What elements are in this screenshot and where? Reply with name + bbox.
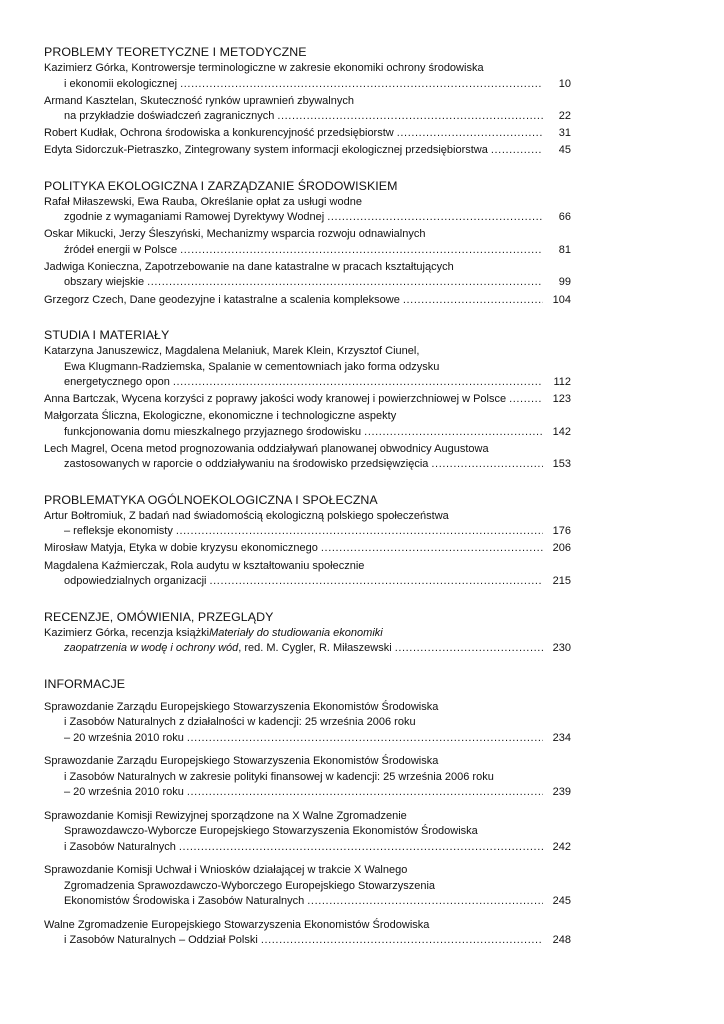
dot-leader: [187, 731, 543, 747]
entry-text: funkcjonowania domu mieszkalnego przyjaznego środowisku: [64, 425, 362, 438]
entry-line: [44, 933, 571, 949]
entry-line: [44, 227, 571, 243]
toc-entry[interactable]: [44, 509, 571, 540]
toc-entry[interactable]: [44, 754, 571, 801]
entry-line: [44, 879, 571, 895]
entry-text: odpowiedzialnych organizacji: [64, 575, 207, 588]
page-number: 81: [558, 243, 571, 256]
entry-line: [44, 392, 571, 408]
page-number: 234: [552, 731, 571, 744]
toc-entry[interactable]: [44, 195, 571, 226]
entry-line: [44, 409, 571, 425]
entry-line: [44, 894, 571, 910]
page-number: 206: [552, 542, 571, 555]
toc-entry[interactable]: [44, 541, 571, 557]
entry-text: zastosowanych w raporcie o oddziaływaniu na środowisko przedsięwzięcia: [64, 458, 429, 471]
entry-line: [44, 541, 571, 557]
entry-text: Sprawozdanie Zarządu Europejskiego Stowarzyszenia Ekonomistów Środowiska: [44, 700, 439, 713]
entry-line: [44, 700, 571, 716]
entry-text: Jadwiga Konieczna, Zapotrzebowanie na dane katastralne w pracach kształtujących: [44, 260, 454, 273]
dot-leader: [307, 894, 543, 910]
entry-text: Artur Bołtromiuk, Z badań nad świadomością ekologiczną polskiego społeczeństwa: [44, 509, 449, 522]
entry-text: Kazimierz Górka, Kontrowersje terminologiczne w zakresie ekonomiki ochrony środowiska: [44, 62, 484, 74]
toc-entry[interactable]: [44, 61, 571, 92]
section-heading: PROBLEMATYKA OGÓLNOEKOLOGICZNA I SPOŁECZNA: [44, 492, 378, 507]
entry-text: zgodnie z wymaganiami Ramowej Dyrektywy Wodnej: [64, 211, 325, 224]
page-number: 230: [552, 642, 571, 655]
toc-entry[interactable]: [44, 126, 571, 142]
entry-text: Armand Kasztelan, Skuteczność rynków uprawnień zbywalnych: [44, 94, 354, 107]
dot-leader: [261, 933, 543, 949]
section-heading: RECENZJE, OMÓWIENIA, PRZEGLĄDY: [44, 609, 274, 624]
toc-entry[interactable]: [44, 94, 571, 125]
entry-text: na przykładzie doświadczeń zagranicznych: [64, 110, 275, 123]
book-title-italic: zaopatrzenia w wodę i ochrony wód: [64, 642, 239, 655]
book-title-italic: Materiały do studiowania ekonomiki: [209, 626, 383, 639]
dot-leader: [321, 541, 543, 557]
entry-line: [44, 143, 571, 159]
entry-line: [44, 509, 571, 525]
dot-leader: [147, 275, 543, 291]
entry-line: [44, 641, 571, 657]
page-number: 66: [558, 211, 571, 224]
toc-entry[interactable]: [44, 344, 571, 391]
entry-line: [44, 425, 571, 441]
toc-entry[interactable]: [44, 863, 571, 910]
entry-line: [44, 863, 571, 879]
entry-line: [44, 754, 571, 770]
page-number: 22: [558, 110, 571, 123]
page-number: 123: [552, 393, 571, 406]
dot-leader: [176, 524, 543, 540]
entry-line: [44, 243, 571, 259]
entry-text: Ekonomistów Środowiska i Zasobów Naturalnych: [64, 895, 305, 908]
entry-text: Katarzyna Januszewicz, Magdalena Melaniuk, Marek Klein, Krzysztof Ciunel,: [44, 345, 420, 358]
page-number: 176: [552, 525, 571, 538]
section-heading: POLITYKA EKOLOGICZNA I ZARZĄDZANIE ŚRODOWISKIEM: [44, 178, 398, 193]
page-number: 31: [558, 127, 571, 140]
entry-text: Sprawozdanie Komisji Rewizyjnej sporządzone na X Walne Zgromadzenie: [44, 809, 407, 822]
entry-text: Ewa Klugmann-Radziemska, Spalanie w cementowniach jako forma odzysku: [64, 360, 440, 373]
toc-entry[interactable]: [44, 918, 571, 949]
dot-leader: [173, 375, 543, 391]
entry-text: Magdalena Kaźmierczak, Rola audytu w kształtowaniu społecznie: [44, 559, 365, 572]
entry-text: i Zasobów Naturalnych z działalności w kadencji: 25 września 2006 roku: [64, 716, 416, 729]
entry-line: [44, 574, 571, 590]
dot-leader: [180, 77, 543, 93]
page-number: 142: [552, 425, 571, 438]
entry-line: [44, 918, 571, 934]
entry-text: i Zasobów Naturalnych – Oddział Polski: [64, 934, 258, 947]
entry-line: [44, 61, 571, 77]
entry-line: [44, 126, 571, 142]
entry-line: [44, 715, 571, 731]
entry-text: energetycznego opon: [64, 376, 170, 389]
entry-text: Sprawozdawczo-Wyborcze Europejskiego Stowarzyszenia Ekonomistów Środowiska: [64, 825, 478, 838]
toc-entry[interactable]: [44, 700, 571, 747]
entry-text: , red. M. Cygler, R. Miłaszewski: [238, 642, 392, 655]
entry-line: [44, 195, 571, 211]
page-number: 245: [552, 895, 571, 908]
page-number: 10: [558, 77, 571, 90]
toc-section: [44, 44, 571, 159]
page-number: 45: [558, 144, 571, 157]
toc-entry[interactable]: [44, 227, 571, 258]
dot-leader: [364, 425, 543, 441]
page-number: 99: [558, 276, 571, 289]
entry-text: Małgorzata Śliczna, Ekologiczne, ekonomiczne i technologiczne aspekty: [44, 410, 397, 423]
page-number: 239: [552, 786, 571, 799]
page-number: 215: [552, 575, 571, 588]
toc-entry[interactable]: [44, 143, 571, 159]
dot-leader: [209, 574, 543, 590]
dot-leader: [327, 210, 543, 226]
toc-entry[interactable]: [44, 260, 571, 291]
entry-text: Walne Zgromadzenie Europejskiego Stowarzyszenia Ekonomistów Środowiska: [44, 918, 430, 931]
entry-line: [44, 375, 571, 391]
entry-text: – refleksje ekonomisty: [64, 525, 173, 538]
dot-leader: [180, 243, 543, 259]
page-number: 242: [552, 840, 571, 853]
toc-section: [44, 327, 571, 473]
entry-line: [44, 559, 571, 575]
entry-text: i Zasobów Naturalnych w zakresie polityki finansowej w kadencji: 25 września 2006 roku: [64, 770, 494, 783]
toc-entry[interactable]: [44, 392, 571, 408]
toc-entry[interactable]: [44, 293, 571, 309]
toc-entry[interactable]: [44, 409, 571, 440]
toc-section: [44, 178, 571, 308]
entry-line: [44, 344, 571, 360]
entry-text: i ekonomii ekologicznej: [64, 77, 178, 90]
entry-text: Sprawozdanie Zarządu Europejskiego Stowarzyszenia Ekonomistów Środowiska: [44, 755, 439, 768]
entry-line: [44, 260, 571, 276]
entry-text: źródeł energii w Polsce: [64, 243, 178, 256]
entry-line: [44, 824, 571, 840]
entry-line: [44, 442, 571, 458]
entry-text: Oskar Mikucki, Jerzy Śleszyński, Mechanizmy wsparcia rozwoju odnawialnych: [44, 228, 426, 241]
toc-entry[interactable]: [44, 559, 571, 590]
table-of-contents: [44, 44, 571, 968]
entry-text: Rafał Miłaszewski, Ewa Rauba, Określanie opłat za usługi wodne: [44, 195, 362, 208]
entry-line: [44, 94, 571, 110]
dot-leader: [491, 143, 543, 159]
dot-leader: [395, 641, 543, 657]
page-number: 153: [552, 458, 571, 471]
page-number: 248: [552, 934, 571, 947]
entry-line: [44, 626, 571, 642]
entry-text: – 20 września 2010 roku: [64, 786, 184, 799]
entry-text: obszary wiejskie: [64, 276, 145, 289]
section-heading: INFORMACJE: [44, 676, 126, 691]
entry-text: i Zasobów Naturalnych: [64, 840, 176, 853]
entry-text: Mirosław Matyja, Etyka w dobie kryzysu ekonomicznego: [44, 542, 318, 555]
entry-text: Sprawozdanie Komisji Uchwał i Wniosków działającej w trakcie X Walnego: [44, 864, 408, 877]
entry-line: [44, 524, 571, 540]
page-number: 112: [553, 376, 571, 389]
entry-line: [44, 840, 571, 856]
toc-entry[interactable]: [44, 626, 571, 657]
entry-line: [44, 109, 571, 125]
toc-entry[interactable]: [44, 442, 571, 473]
toc-section: [44, 492, 571, 590]
entry-line: [44, 457, 571, 473]
entry-line: [44, 210, 571, 226]
entry-line: [44, 770, 571, 786]
entry-line: [44, 360, 571, 376]
entry-text: Lech Magrel, Ocena metod prognozowania oddziaływań planowanej obwodnicy Augustowa: [44, 442, 489, 455]
entry-text: – 20 września 2010 roku: [64, 731, 184, 744]
dot-leader: [431, 457, 543, 473]
section-heading: STUDIA I MATERIAŁY: [44, 328, 170, 343]
entry-line: [44, 293, 571, 309]
entry-text: Robert Kudłak, Ochrona środowiska a konkurencyjność przedsiębiorstw: [44, 127, 394, 140]
page-number: 104: [552, 293, 571, 306]
entry-line: [44, 77, 571, 93]
dot-leader: [277, 109, 543, 125]
dot-leader: [509, 392, 543, 408]
toc-section: [44, 609, 571, 657]
entry-text: Zgromadzenia Sprawozdawczo-Wyborczego Europejskiego Stowarzyszenia: [64, 879, 436, 892]
entry-line: [44, 731, 571, 747]
entry-line: [44, 275, 571, 291]
entry-text: Kazimierz Górka, recenzja książki: [44, 626, 210, 639]
dot-leader: [397, 126, 543, 142]
entry-line: [44, 809, 571, 825]
dot-leader: [179, 840, 543, 856]
toc-section: [44, 676, 571, 949]
entry-text: Grzegorz Czech, Dane geodezyjne i katastralne a scalenia kompleksowe: [44, 293, 400, 306]
dot-leader: [187, 785, 543, 801]
entry-text: Edyta Sidorczuk-Pietraszko, Zintegrowany system informacji ekologicznej przedsiębiorstwa: [44, 144, 488, 157]
toc-entry[interactable]: [44, 809, 571, 856]
entry-line: [44, 785, 571, 801]
dot-leader: [403, 293, 543, 309]
entry-text: Anna Bartczak, Wycena korzyści z poprawy jakości wody kranowej i powierzchniowej w Polsce: [44, 393, 507, 406]
section-heading: PROBLEMY TEORETYCZNE I METODYCZNE: [44, 45, 307, 59]
